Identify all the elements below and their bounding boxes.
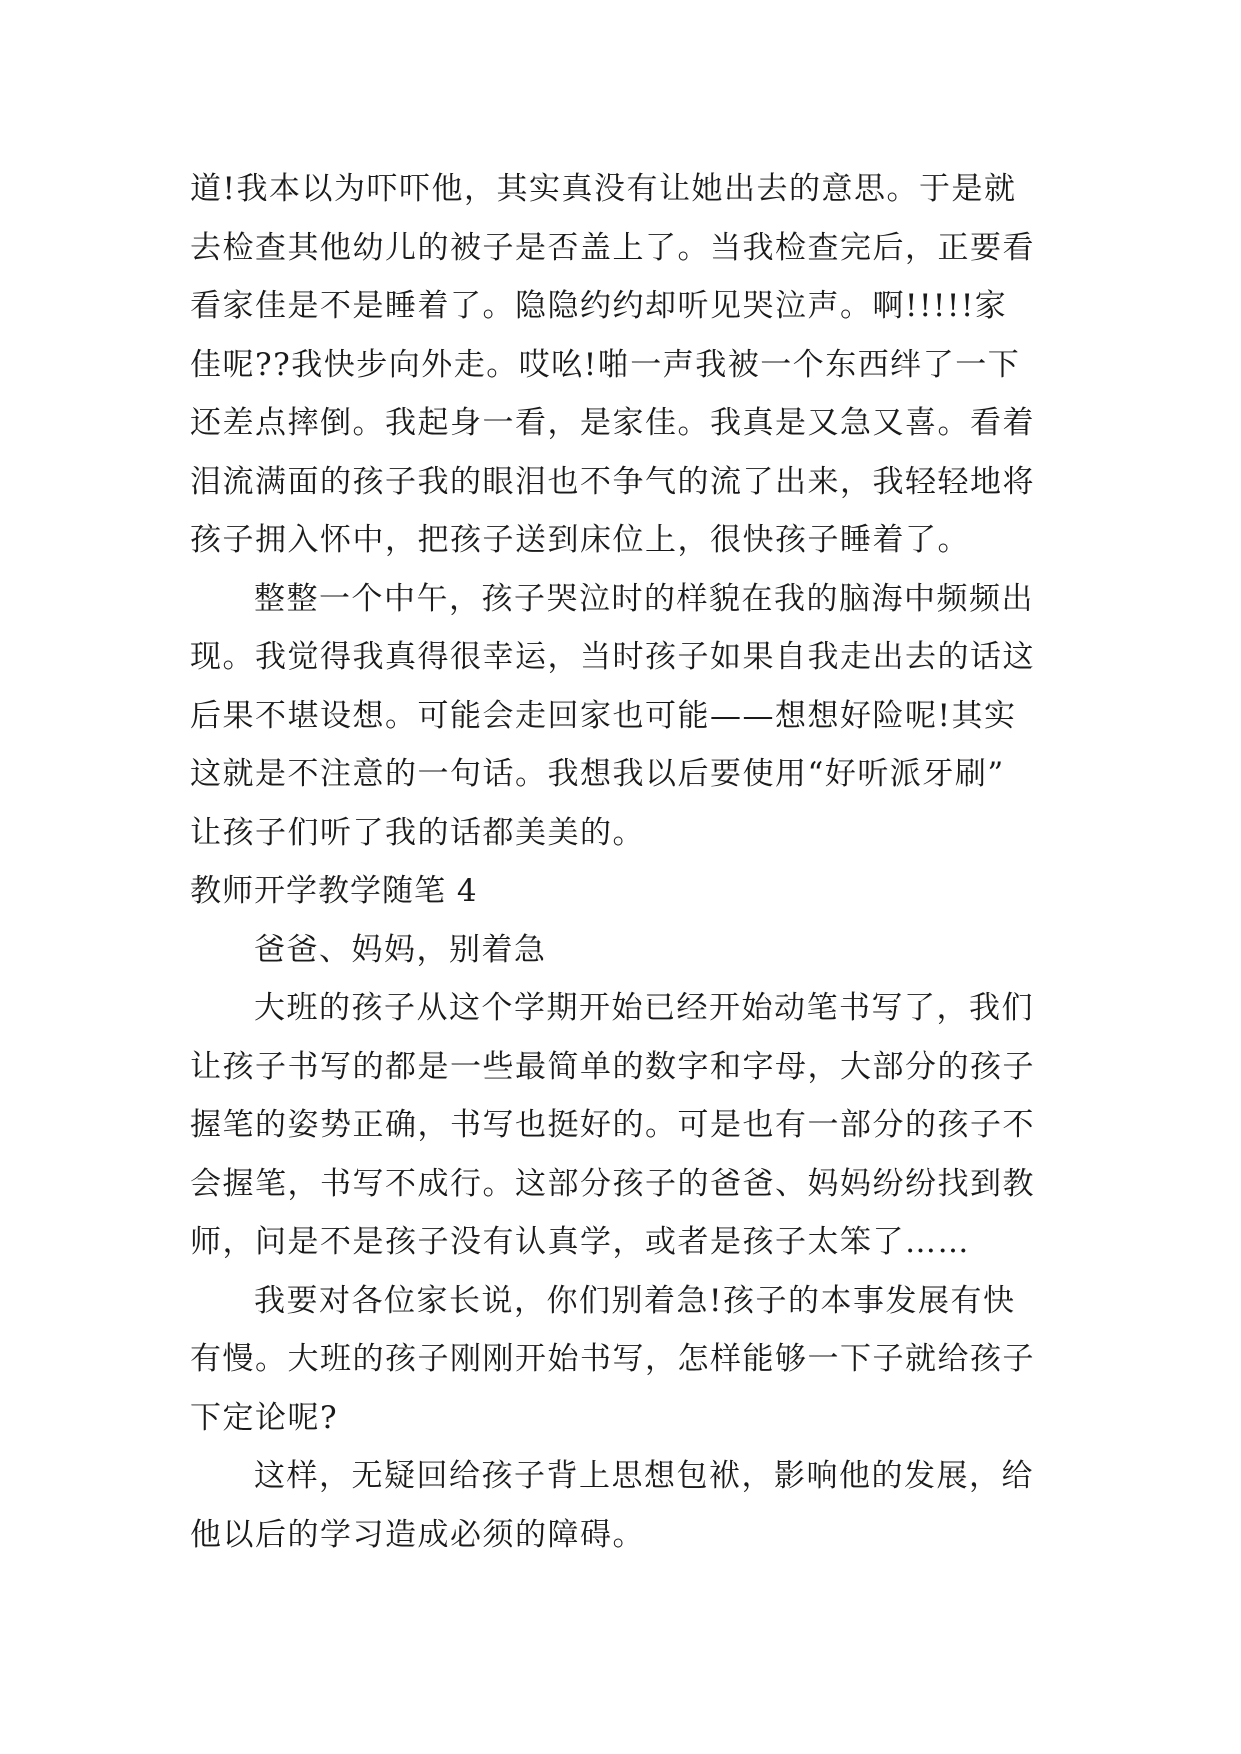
text-line: 让孩子们听了我的话都美美的。 <box>190 814 645 851</box>
text-line: 看家佳是不是睡着了。隐隐约约却听见哭泣声。啊!!!!!家 <box>190 288 1008 324</box>
text-line: 师，问是不是孩子没有认真学，或者是孩子太笨了…… <box>190 1224 970 1260</box>
text-line: 握笔的姿势正确，书写也挺好的。可是也有一部分的孩子不 <box>190 1107 1035 1143</box>
text-line: 现。我觉得我真得很幸运，当时孩子如果自我走出去的话这 <box>190 639 1035 675</box>
text-line: 佳呢??我快步向外走。哎吆!啪一声我被一个东西绊了一下 <box>190 346 1021 383</box>
paragraph-reflection <box>190 570 1050 863</box>
paragraph-writing <box>190 979 1050 1272</box>
text-line: 泪流满面的孩子我的眼泪也不争气的流了出来，我轻轻地将 <box>190 463 1035 500</box>
text-line: 去检查其他幼儿的被子是否盖上了。当我检查完后，正要看 <box>190 229 1035 266</box>
text-line: 孩子拥入怀中，把孩子送到床位上，很快孩子睡着了。 <box>190 522 970 558</box>
text-line: 大班的孩子从这个学期开始已经开始动笔书写了，我们 <box>254 990 1034 1026</box>
paragraph-parents <box>190 1272 1050 1448</box>
text-line: 有慢。大班的孩子刚刚开始书写，怎样能够一下子就给孩子 <box>190 1341 1035 1377</box>
paragraph-burden <box>190 1447 1050 1564</box>
text-line: 会握笔，书写不成行。这部分孩子的爸爸、妈妈纷纷找到教 <box>190 1165 1035 1202</box>
section-heading: 教师开学教学随笔 4 <box>190 873 478 909</box>
text-line: 这就是不注意的一句话。我想我以后要使用“好听派牙刷” <box>190 756 1005 792</box>
text-line: 我要对各位家长说，你们别着急!孩子的本事发展有快 <box>254 1282 1016 1319</box>
text-line: 还差点摔倒。我起身一看，是家佳。我真是又急又喜。看着 <box>190 405 1035 441</box>
text-line: 他以后的学习造成必须的障碍。 <box>190 1516 645 1553</box>
text-line: 让孩子书写的都是一些最简单的数字和字母，大部分的孩子 <box>190 1048 1035 1085</box>
text-line: 后果不堪设想。可能会走回家也可能——想想好险呢!其实 <box>190 697 1017 734</box>
text-line: 下定论呢? <box>190 1399 339 1436</box>
section-subtitle: 爸爸、妈妈，别着急 <box>254 931 547 968</box>
text-line: 这样，无疑回给孩子背上思想包袱，影响他的发展，给 <box>254 1458 1034 1494</box>
text-line: 整整一个中午，孩子哭泣时的样貌在我的脑海中频频出 <box>254 580 1034 617</box>
text-line: 道!我本以为吓吓他，其实真没有让她出去的意思。于是就 <box>190 171 1017 207</box>
document-page <box>190 160 1050 1564</box>
paragraph-continued <box>190 160 1050 570</box>
